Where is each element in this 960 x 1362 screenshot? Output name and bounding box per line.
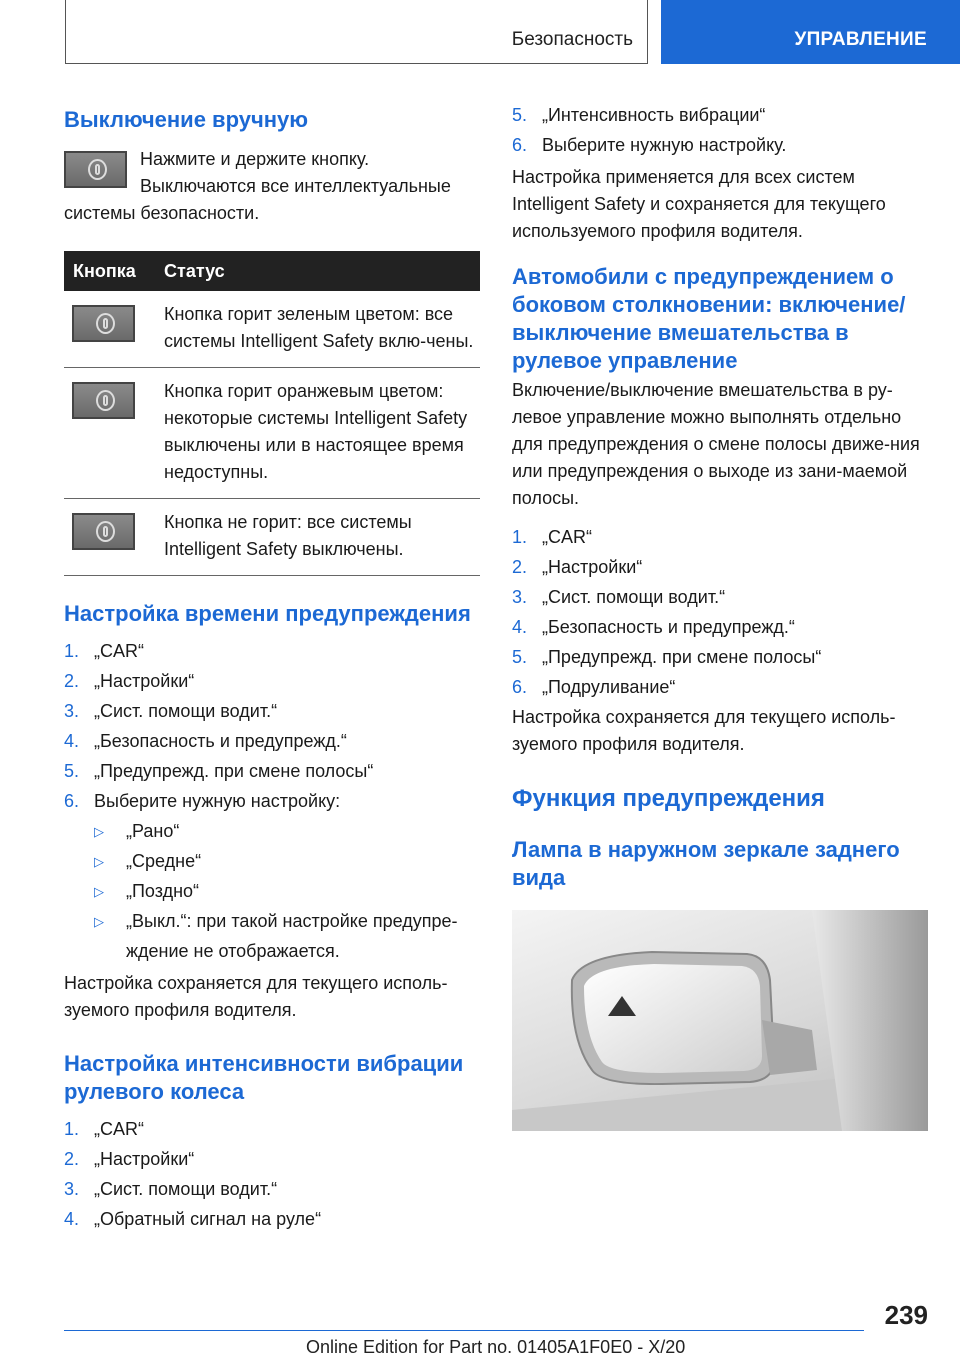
manual-off-title: Выключение вручную (64, 107, 309, 132)
table-header-row (64, 251, 480, 291)
page-number: 239 (884, 1300, 928, 1330)
side-mirror-image (512, 910, 928, 1131)
status-table (64, 251, 480, 576)
left-column (64, 100, 480, 1234)
vibration-steps (64, 1114, 480, 1234)
section-tab (65, 0, 648, 64)
status-cell: Кнопка горит зеленым цветом: все системы Intelligent Safety вклю-чены. (164, 291, 480, 368)
function-title: Функция предупреждения (512, 785, 825, 812)
timing-options (64, 816, 480, 966)
list-item: 1. „CAR“ (64, 641, 144, 661)
steering-note: Настройка сохраняется для текущего исполь-зуемого профиля водителя. (512, 707, 896, 754)
list-item: 6. Выберите нужную настройку: (64, 791, 341, 811)
manual-off-line1: Нажмите и держите кнопку. (140, 149, 370, 169)
manual-off-block (64, 146, 480, 227)
timing-title: Настройка времени предупреждения (64, 601, 471, 626)
list-item: 5. „Предупрежд. при смене полосы“ (512, 647, 822, 667)
col-button-header: Кнопка (64, 251, 164, 291)
safety-button-icon (64, 151, 127, 188)
chapter-tab (661, 0, 960, 64)
status-cell: Кнопка горит оранжевым цветом: некоторые системы Intelligent Safety выключены или в настоящее время недоступны. (164, 368, 480, 499)
timing-steps (64, 636, 480, 816)
option-item: ▷ „Средне“ (94, 851, 202, 871)
list-item: 6. „Подруливание“ (512, 677, 676, 697)
list-item: 4. „Обратный сигнал на руле“ (64, 1209, 322, 1229)
mirror-illustration (512, 910, 928, 1131)
footer-divider (64, 1330, 864, 1331)
steering-steps (512, 522, 928, 702)
list-item: 4. „Безопасность и предупрежд.“ (512, 617, 795, 637)
option-item: ▷ „Выкл.“: при такой настройке предупре-ждение не отображается. (94, 911, 458, 961)
list-item: 4. „Безопасность и предупрежд.“ (64, 731, 347, 751)
steering-title: Автомобили с предупреждением о боковом столкновении: включение/выключение вмешательства в рулевое управление (512, 264, 906, 373)
section-label: Безопасность (511, 29, 633, 50)
list-item: 3. „Сист. помощи водит.“ (64, 1179, 278, 1199)
vibration-note: Настройка применяется для всех систем Intelligent Safety и сохраняется для текущего используемого профиля водителя. (512, 167, 886, 241)
list-item: 2. „Настройки“ (512, 557, 643, 577)
button-orange-icon (72, 382, 135, 419)
col-status-header: Статус (164, 251, 480, 291)
list-item: 5. „Интенсивность вибрации“ (512, 105, 766, 125)
manual-off-line2: Выключаются все интеллектуальные системы безопасности. (64, 176, 451, 223)
button-green-icon (72, 305, 135, 342)
steering-intro: Включение/выключение вмешательства в ру-левое управление можно выполнять отдельно для предупреждения о смене полосы движе-ния или предупреждения о выходе из зани-маемой полосы. (512, 380, 920, 508)
table-row (64, 499, 480, 576)
list-item: 5. „Предупрежд. при смене полосы“ (64, 761, 374, 781)
table-row (64, 368, 480, 499)
list-item: 2. „Настройки“ (64, 671, 195, 691)
chapter-label: УПРАВЛЕНИЕ (794, 29, 927, 50)
vibration-title: Настройка интенсивности вибрации рулевого колеса (64, 1051, 464, 1104)
list-item: 3. „Сист. помощи водит.“ (512, 587, 726, 607)
option-item: ▷ „Рано“ (94, 821, 180, 841)
edition-text: Online Edition for Part no. 01405A1F0E0 - X/20 (306, 1337, 686, 1357)
vibration-steps-continued (512, 100, 928, 160)
button-off-icon (72, 513, 135, 550)
list-item: 2. „Настройки“ (64, 1149, 195, 1169)
table-row (64, 291, 480, 368)
right-column (512, 100, 928, 1131)
lamp-title: Лампа в наружном зеркале заднего вида (512, 837, 900, 890)
list-item: 3. „Сист. помощи водит.“ (64, 701, 278, 721)
option-item: ▷ „Поздно“ (94, 881, 200, 901)
status-cell: Кнопка не горит: все системы Intelligent Safety выключены. (164, 499, 480, 576)
list-item: 1. „CAR“ (64, 1119, 144, 1139)
page-header (0, 0, 960, 66)
timing-note: Настройка сохраняется для текущего исполь-зуемого профиля водителя. (64, 973, 448, 1020)
list-item: 6. Выберите нужную настройку. (512, 135, 787, 155)
list-item: 1. „CAR“ (512, 527, 592, 547)
